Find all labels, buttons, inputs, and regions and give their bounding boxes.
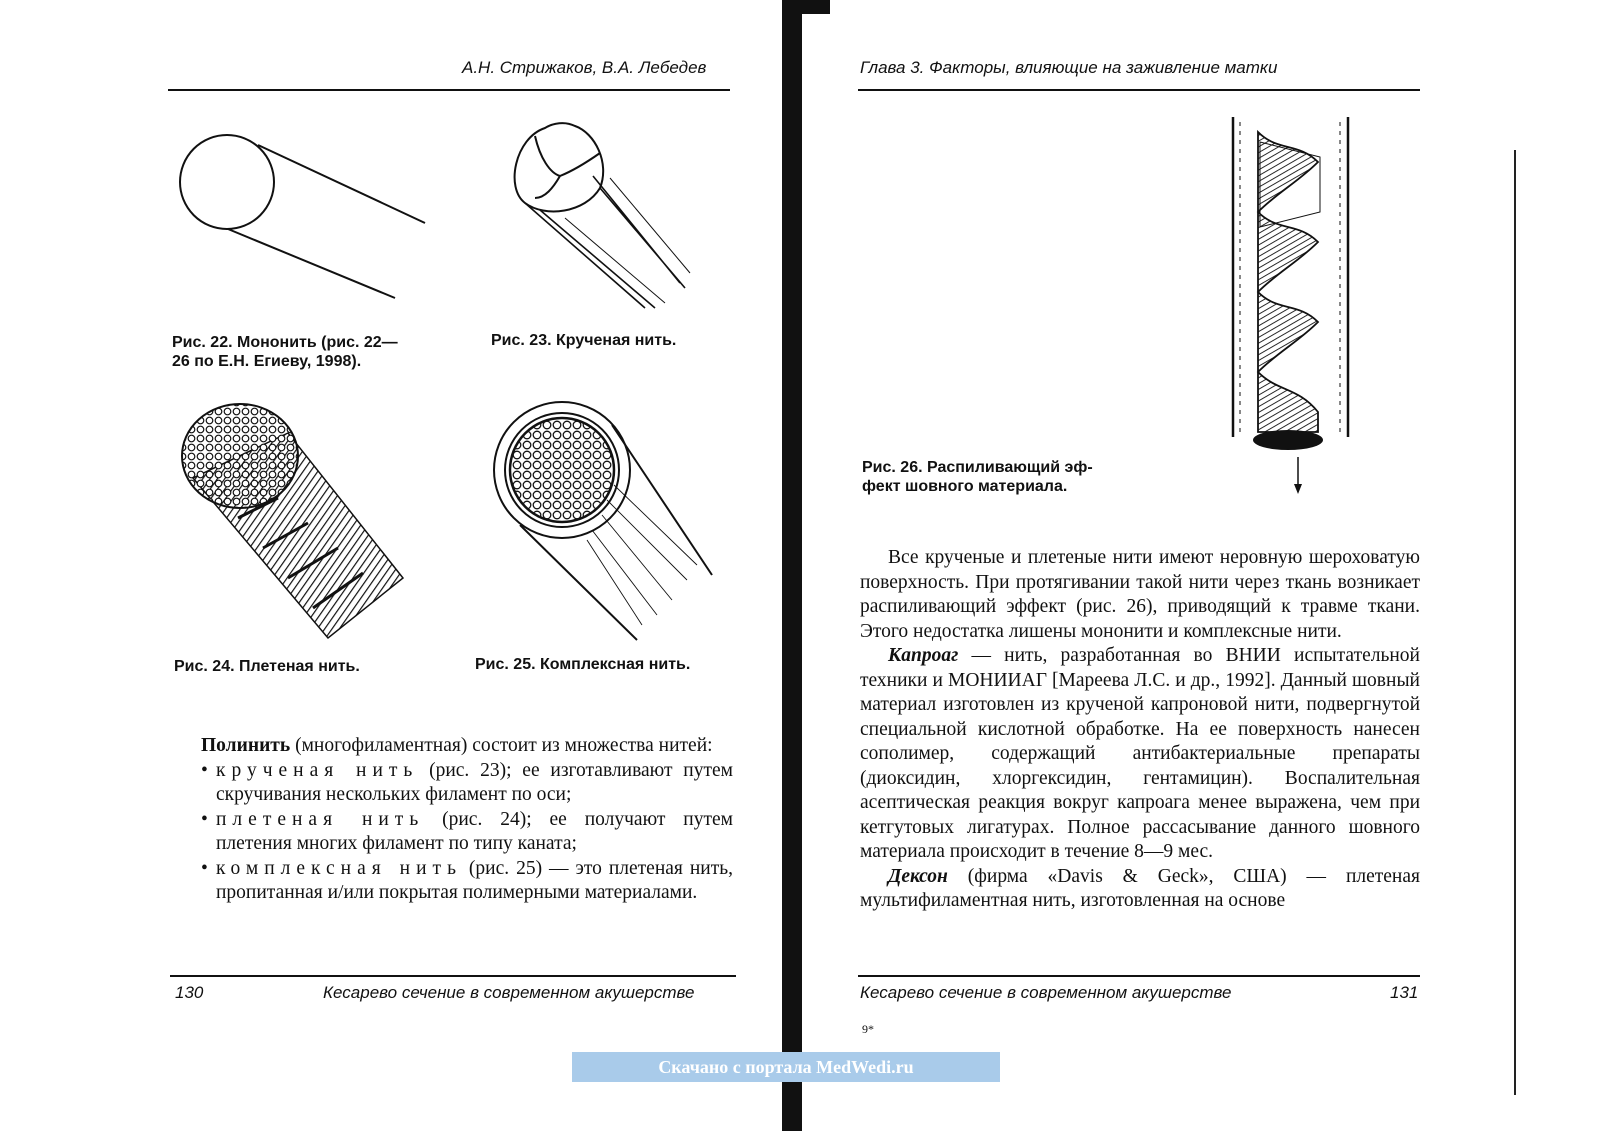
page-edge-line [1514,150,1516,1095]
right-body-text [860,546,1420,914]
bullet-text: (рис. 24); ее получают путем плетения многих филамент по типу каната; [216,808,733,854]
dexon-term: Дексон [888,865,948,887]
paragraph-dexon [860,865,1420,914]
right-running-head: Глава 3. Факторы, влияющие на заживление матки [860,58,1278,77]
left-footer-rule [170,975,736,977]
fig23-caption: Рис. 23. Крученая нить. [491,332,677,349]
right-footer-rule [858,975,1420,977]
fig25-caption: Рис. 25. Комплексная нить. [475,656,691,673]
polyfilament-intro [173,734,733,759]
left-body-text [173,734,733,906]
kaproag-text: — нить, разработанная во ВНИИ испытательной техники и МОНИИАГ [Мареева Л.С. и др., 1992]. Данный шовный материал изготовлен из крученой капроновой нити, подвергнутой специальной кислотной обработке. На ее поверхность нанесен сополимер, содержащий антибактериальные препараты (диоксидин, хлоргексидин, гентамицин). Воспалительная асептическая реакция вокруг капроага менее выражена, чем при кетгутовых лигатурах. Полное рассасывание данного шовного материала происходит в течение 8—9 мес. [860,645,1420,862]
bullet-text: (рис. 25) — это плетеная нить, пропитанная и/или покрытая полимерными материалами. [216,857,733,903]
list-item [201,857,733,906]
list-item [201,808,733,857]
left-header-rule [168,89,730,91]
bullet-term: крученая нить [216,759,419,781]
bullet-term: комплексная нить [216,857,462,879]
left-footer-title: Кесарево сечение в современном акушерстве [323,983,695,1002]
paragraph-kaproag [860,644,1420,865]
fig26-sawing-effect-illustration [1228,112,1353,497]
polyfilament-intro-text: (многофиламентная) состоит из множества нитей: [290,735,713,756]
right-header-rule [858,89,1420,91]
dexon-text: (фирма «Davis & Geck», США) — плетеная мультифиламентная нить, изготовленная на основе [860,865,1420,911]
left-running-head: А.Н. Стрижаков, В.А. Лебедев [462,58,707,77]
watermark-banner: Скачано с портала MedWedi.ru [572,1052,1000,1082]
thread-types-list [173,759,733,906]
list-item [201,759,733,808]
right-page [800,0,1600,1131]
left-page-number: 130 [175,983,204,1002]
signature-mark: 9* [862,1022,874,1036]
fig22-monofilament-illustration [170,130,440,310]
kaproag-term: Капроаг [888,645,959,666]
fig22-caption: Рис. 22. Мононить (рис. 22— 26 по Е.Н. Егиеву, 1998). [172,334,398,370]
book-gutter [782,0,802,1131]
fig23-twisted-thread-illustration [505,118,705,318]
fig24-braided-thread-illustration [178,398,408,648]
polyfilament-term: Полинить [201,735,291,756]
fig25-complex-thread-illustration [492,400,722,650]
left-page [0,0,780,1131]
right-footer-title: Кесарево сечение в современном акушерстве [860,983,1232,1002]
bullet-term: плетеная нить [216,808,425,830]
paragraph-rough-surface: Все крученые и плетеные нити имеют неровную шероховатую поверхность. При протягивании такой нити через ткань возникает распиливающий эффект (рис. 26), приводящий к травме ткани. Этого недостатка лишены мононити и комплексные нити. [860,547,1420,642]
bullet-text: (рис. 23); ее изготавливают путем скручивания нескольких филамент по оси; [216,759,733,805]
fig24-caption: Рис. 24. Плетеная нить. [174,658,360,675]
right-page-number: 131 [1390,983,1419,1002]
fig26-caption: Рис. 26. Распиливающий эф- фект шовного материала. [862,459,1093,495]
